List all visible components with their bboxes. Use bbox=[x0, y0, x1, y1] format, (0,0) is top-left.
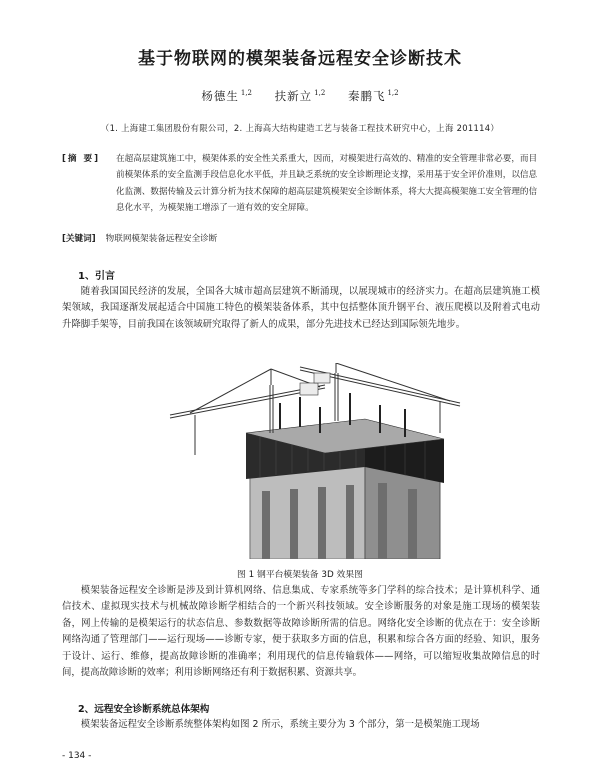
intro-paragraph: 随着我国国民经济的发展，全国各大城市超高层建筑不断涌现，以展现城市的经济实力。在超高层建筑施工模架领域，我国逐渐发展起适合中国施工特色的模架装备体系，其中包括整体顶升钢平台、液压爬模以及附着式电动升降脚手架等，目前我国在该领域研究取得了新人的成果，部分先进技术已经达到国际领先地步。 bbox=[62, 286, 540, 330]
body-paragraph: 模架装备远程安全诊断是涉及到计算机网络、信息集成、专家系统等多门学科的综合技术；是计算机科学、通信技术、虚拟现实技术与机械故障诊断学相结合的一个新兴科技领域。安全诊断服务的对象是施工现场的模架装备，网上传输的是模架运行的状态信息、参数数据等故障诊断所需的信息。网络化安全诊断的优点在于：安全诊断网络沟通了管理部门——运行现场——诊断专家，便于获取多方面的信息，积累和综合各方面的经验、知识，服务于设计、运行、维修，提高故障诊断的准确率；利用现代的信息传输载体——网络，可以缩短收集故障信息的时间，提高故障诊断的效率；利用诊断网络还有利于数据积累、资源共享。 bbox=[62, 585, 540, 679]
author: 秦鹏飞 $^{1,2}$ bbox=[347, 89, 399, 103]
abstract-text: 在超高层建筑施工中，模架体系的安全性关系重大，因而，对模架进行高效的、精准的安全管理非常必要，而目前模架体系的安全监测手段信息化水平低，并且缺乏系统的安全诊断理论支撑，采用基于安全评价准则，以信息化监测、数据传输及云计算分析为技术保障的超高层建筑模架安全诊断体系，将大大提高模架施工安全管理的信息化水平，为模架施工增添了一道有效的安全屏障。 bbox=[116, 154, 538, 214]
figure-caption: 图 1 钢平台模架装备 3D 效果图 bbox=[237, 570, 363, 580]
affiliation: （1. 上海建工集团股份有限公司，2. 上海高大结构建造工艺与装备工程技术研究中心，上海 201114） bbox=[100, 123, 500, 133]
abstract-label: [摘 要] bbox=[62, 154, 101, 164]
section-heading-architecture: 2、远程安全诊断系统总体架构 bbox=[78, 704, 210, 715]
architecture-paragraph: 模架装备远程安全诊断系统整体架构如图 2 所示，系统主要分为 3 个部分，第一是模架施工现场 bbox=[80, 719, 480, 730]
section-heading-intro: 1、引言 bbox=[78, 271, 115, 282]
steel-platform-illustration bbox=[150, 363, 462, 559]
author: 扶新立 $^{1,2}$ bbox=[274, 89, 326, 103]
keywords bbox=[62, 232, 217, 244]
page-number: - 134 - bbox=[62, 751, 92, 761]
abstract bbox=[62, 151, 540, 217]
keywords-text: 物联网模架装备远程安全诊断 bbox=[105, 234, 218, 244]
author: 杨德生 $^{1,2}$ bbox=[201, 89, 253, 103]
keywords-label: [关键词] bbox=[62, 234, 96, 244]
author-list bbox=[0, 88, 600, 104]
paper-title: 基于物联网的模架装备远程安全诊断技术 bbox=[138, 49, 462, 69]
figure-steel-platform-3d bbox=[150, 363, 462, 559]
